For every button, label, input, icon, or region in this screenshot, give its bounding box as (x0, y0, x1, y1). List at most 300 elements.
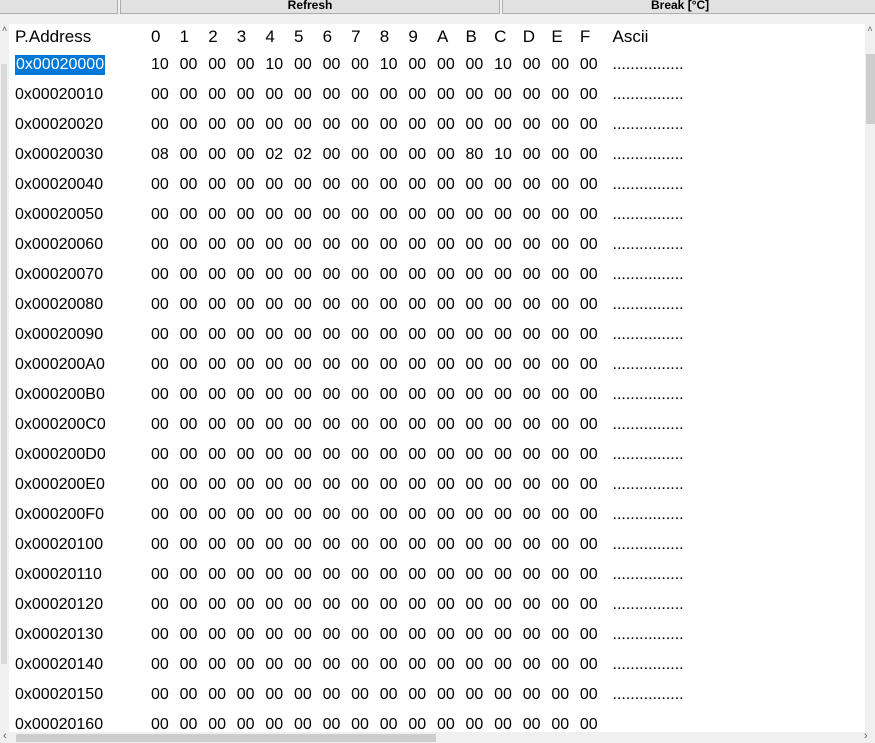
address-cell[interactable] (9, 260, 147, 290)
byte-cell[interactable]: 00 (265, 506, 284, 523)
chevron-right-icon[interactable]: › (864, 730, 868, 742)
byte-cell[interactable]: 00 (408, 296, 427, 313)
ascii-cell[interactable]: ................ (612, 626, 684, 643)
byte-cell[interactable]: 00 (465, 296, 484, 313)
byte-cell[interactable]: 00 (494, 656, 512, 673)
byte-cell[interactable]: 00 (293, 716, 312, 732)
byte-cell[interactable]: 00 (408, 206, 427, 223)
table-row[interactable] (9, 170, 733, 200)
table-row[interactable] (9, 500, 733, 530)
byte-cell[interactable]: 00 (465, 476, 484, 493)
byte-cell[interactable]: 00 (151, 356, 169, 373)
byte-cell[interactable]: 00 (494, 476, 512, 493)
vertical-scroll-thumb[interactable] (866, 54, 875, 124)
byte-cell[interactable]: 00 (236, 236, 255, 253)
byte-cell[interactable]: 00 (379, 116, 398, 133)
byte-cell[interactable]: 00 (379, 236, 398, 253)
byte-cell[interactable]: 00 (494, 566, 512, 583)
byte-cell[interactable]: 00 (179, 416, 198, 433)
ascii-cell[interactable]: ................ (612, 356, 684, 373)
byte-cell[interactable]: 00 (322, 596, 341, 613)
table-row[interactable] (9, 590, 733, 620)
byte-cell[interactable]: 00 (436, 116, 455, 133)
address-cell[interactable] (9, 650, 147, 680)
horizontal-scroll-thumb[interactable] (16, 734, 436, 742)
ascii-cell[interactable]: ................ (612, 686, 684, 703)
byte-cell[interactable]: 00 (208, 476, 226, 493)
address-cell[interactable] (9, 140, 147, 170)
byte-cell[interactable]: 00 (408, 386, 427, 403)
byte-cell[interactable]: 00 (465, 536, 484, 553)
byte-cell[interactable]: 00 (208, 56, 226, 73)
address-cell[interactable] (9, 590, 147, 620)
address-cell[interactable] (9, 380, 147, 410)
byte-cell[interactable]: 00 (408, 326, 427, 343)
byte-cell[interactable]: 00 (236, 86, 255, 103)
byte-cell[interactable]: 00 (579, 356, 598, 373)
byte-cell[interactable]: 00 (236, 716, 255, 732)
byte-cell[interactable]: 00 (351, 716, 369, 732)
byte-cell[interactable]: 00 (293, 266, 312, 283)
byte-cell[interactable]: 00 (408, 656, 427, 673)
byte-cell[interactable]: 00 (322, 86, 341, 103)
byte-cell[interactable]: 00 (436, 566, 455, 583)
toolbar-left-button[interactable] (0, 0, 118, 14)
byte-cell[interactable]: 00 (436, 146, 455, 163)
byte-cell[interactable]: 00 (322, 566, 341, 583)
byte-cell[interactable]: 00 (236, 386, 255, 403)
byte-cell[interactable]: 00 (265, 296, 284, 313)
byte-cell[interactable]: 00 (208, 566, 226, 583)
byte-cell[interactable]: 00 (179, 686, 198, 703)
table-row[interactable] (9, 290, 733, 320)
byte-cell[interactable]: 00 (436, 626, 455, 643)
byte-cell[interactable]: 00 (494, 86, 512, 103)
byte-cell[interactable]: 00 (465, 206, 484, 223)
byte-cell[interactable]: 08 (151, 146, 169, 163)
address-cell[interactable] (9, 410, 147, 440)
byte-cell[interactable]: 00 (379, 716, 398, 732)
byte-cell[interactable]: 00 (293, 236, 312, 253)
byte-cell[interactable]: 00 (436, 716, 455, 732)
byte-cell[interactable]: 00 (208, 686, 226, 703)
byte-cell[interactable]: 00 (236, 206, 255, 223)
byte-cell[interactable]: 00 (265, 86, 284, 103)
byte-cell[interactable]: 00 (265, 476, 284, 493)
chevron-up-icon[interactable]: ˄ (867, 24, 873, 34)
byte-cell[interactable]: 00 (465, 686, 484, 703)
byte-cell[interactable]: 00 (208, 656, 226, 673)
byte-cell[interactable]: 00 (551, 656, 570, 673)
byte-cell[interactable]: 00 (436, 86, 455, 103)
byte-cell[interactable]: 00 (351, 176, 369, 193)
byte-cell[interactable]: 00 (579, 716, 598, 732)
byte-cell[interactable]: 00 (265, 716, 284, 732)
byte-cell[interactable]: 00 (522, 356, 541, 373)
byte-cell[interactable]: 00 (379, 536, 398, 553)
byte-cell[interactable]: 00 (293, 596, 312, 613)
byte-cell[interactable]: 00 (208, 296, 226, 313)
byte-cell[interactable]: 00 (265, 656, 284, 673)
table-row[interactable] (9, 200, 733, 230)
byte-cell[interactable]: 00 (208, 326, 226, 343)
byte-cell[interactable]: 00 (436, 416, 455, 433)
byte-cell[interactable]: 00 (522, 716, 541, 732)
byte-cell[interactable]: 00 (522, 206, 541, 223)
table-row[interactable] (9, 530, 733, 560)
byte-cell[interactable]: 00 (379, 266, 398, 283)
byte-cell[interactable]: 10 (265, 56, 284, 73)
byte-cell[interactable]: 00 (579, 626, 598, 643)
ascii-cell[interactable]: ................ (612, 296, 684, 313)
table-row[interactable] (9, 50, 733, 80)
byte-cell[interactable]: 00 (322, 296, 341, 313)
byte-cell[interactable]: 00 (522, 86, 541, 103)
byte-cell[interactable]: 00 (408, 536, 427, 553)
byte-cell[interactable]: 00 (551, 116, 570, 133)
byte-cell[interactable]: 00 (179, 326, 198, 343)
byte-cell[interactable]: 80 (465, 146, 484, 163)
ascii-cell[interactable]: ................ (612, 596, 684, 613)
byte-cell[interactable]: 00 (465, 176, 484, 193)
byte-cell[interactable]: 00 (351, 626, 369, 643)
byte-cell[interactable]: 00 (265, 176, 284, 193)
byte-cell[interactable]: 00 (293, 116, 312, 133)
byte-cell[interactable]: 00 (522, 536, 541, 553)
byte-cell[interactable]: 00 (579, 506, 598, 523)
ascii-cell[interactable]: ................ (612, 116, 684, 133)
byte-cell[interactable]: 00 (522, 146, 541, 163)
byte-cell[interactable]: 00 (579, 86, 598, 103)
byte-cell[interactable]: 00 (551, 56, 570, 73)
byte-cell[interactable]: 00 (265, 416, 284, 433)
byte-cell[interactable]: 00 (179, 656, 198, 673)
byte-cell[interactable]: 00 (179, 386, 198, 403)
table-row[interactable] (9, 560, 733, 590)
byte-cell[interactable]: 00 (351, 566, 369, 583)
byte-cell[interactable]: 00 (322, 386, 341, 403)
byte-cell[interactable]: 00 (179, 446, 198, 463)
table-row[interactable] (9, 320, 733, 350)
byte-cell[interactable]: 00 (379, 176, 398, 193)
byte-cell[interactable]: 00 (551, 686, 570, 703)
byte-cell[interactable]: 02 (265, 146, 284, 163)
byte-cell[interactable]: 00 (379, 686, 398, 703)
byte-cell[interactable]: 00 (551, 326, 570, 343)
byte-cell[interactable]: 00 (293, 416, 312, 433)
byte-cell[interactable]: 00 (208, 116, 226, 133)
byte-cell[interactable]: 00 (379, 416, 398, 433)
byte-cell[interactable]: 00 (551, 296, 570, 313)
byte-cell[interactable]: 00 (293, 326, 312, 343)
byte-cell[interactable]: 00 (408, 716, 427, 732)
byte-cell[interactable]: 00 (494, 506, 512, 523)
byte-cell[interactable]: 00 (465, 596, 484, 613)
byte-cell[interactable]: 00 (494, 596, 512, 613)
byte-cell[interactable]: 00 (522, 596, 541, 613)
byte-cell[interactable]: 00 (436, 176, 455, 193)
byte-cell[interactable]: 00 (322, 476, 341, 493)
byte-cell[interactable]: 00 (551, 176, 570, 193)
byte-cell[interactable]: 00 (379, 86, 398, 103)
byte-cell[interactable]: 00 (522, 476, 541, 493)
byte-cell[interactable]: 00 (379, 296, 398, 313)
byte-cell[interactable]: 00 (465, 56, 484, 73)
byte-cell[interactable]: 00 (236, 536, 255, 553)
table-row[interactable] (9, 470, 733, 500)
byte-cell[interactable]: 00 (151, 656, 169, 673)
byte-cell[interactable]: 00 (208, 176, 226, 193)
byte-cell[interactable]: 00 (379, 506, 398, 523)
byte-cell[interactable]: 00 (551, 206, 570, 223)
ascii-cell[interactable]: ................ (612, 236, 684, 253)
byte-cell[interactable]: 00 (522, 626, 541, 643)
byte-cell[interactable]: 00 (179, 596, 198, 613)
byte-cell[interactable]: 00 (351, 116, 369, 133)
byte-cell[interactable]: 00 (322, 716, 341, 732)
byte-cell[interactable]: 00 (322, 656, 341, 673)
byte-cell[interactable]: 00 (522, 236, 541, 253)
byte-cell[interactable]: 00 (322, 146, 341, 163)
byte-cell[interactable]: 00 (408, 446, 427, 463)
byte-cell[interactable]: 00 (351, 656, 369, 673)
byte-cell[interactable]: 00 (179, 716, 198, 732)
address-cell[interactable] (9, 50, 147, 80)
byte-cell[interactable]: 00 (179, 206, 198, 223)
byte-cell[interactable]: 00 (465, 356, 484, 373)
byte-cell[interactable]: 00 (293, 356, 312, 373)
address-cell[interactable] (9, 200, 147, 230)
byte-cell[interactable]: 00 (579, 56, 598, 73)
byte-cell[interactable]: 00 (579, 596, 598, 613)
byte-cell[interactable]: 00 (236, 686, 255, 703)
address-cell[interactable] (9, 170, 147, 200)
byte-cell[interactable]: 00 (208, 356, 226, 373)
byte-cell[interactable]: 00 (551, 626, 570, 643)
byte-cell[interactable]: 00 (465, 656, 484, 673)
byte-cell[interactable]: 00 (265, 206, 284, 223)
ascii-cell[interactable]: ................ (612, 506, 684, 523)
byte-cell[interactable]: 00 (408, 686, 427, 703)
byte-cell[interactable]: 00 (151, 296, 169, 313)
byte-cell[interactable]: 00 (522, 326, 541, 343)
byte-cell[interactable]: 00 (408, 476, 427, 493)
byte-cell[interactable]: 00 (236, 296, 255, 313)
byte-cell[interactable]: 00 (179, 476, 198, 493)
byte-cell[interactable]: 00 (551, 416, 570, 433)
table-row[interactable] (9, 230, 733, 260)
table-row[interactable] (9, 650, 733, 680)
byte-cell[interactable]: 00 (236, 116, 255, 133)
byte-cell[interactable]: 00 (408, 146, 427, 163)
byte-cell[interactable]: 00 (208, 596, 226, 613)
byte-cell[interactable]: 00 (436, 56, 455, 73)
byte-cell[interactable]: 00 (351, 86, 369, 103)
byte-cell[interactable]: 00 (408, 596, 427, 613)
byte-cell[interactable]: 00 (151, 536, 169, 553)
byte-cell[interactable]: 00 (293, 656, 312, 673)
table-row[interactable] (9, 350, 733, 380)
byte-cell[interactable]: 10 (494, 146, 512, 163)
byte-cell[interactable]: 00 (236, 266, 255, 283)
byte-cell[interactable]: 00 (408, 356, 427, 373)
byte-cell[interactable]: 00 (465, 86, 484, 103)
byte-cell[interactable]: 00 (579, 656, 598, 673)
byte-cell[interactable]: 00 (151, 566, 169, 583)
byte-cell[interactable]: 00 (322, 176, 341, 193)
byte-cell[interactable]: 00 (236, 416, 255, 433)
byte-cell[interactable]: 00 (179, 266, 198, 283)
byte-cell[interactable]: 00 (522, 176, 541, 193)
byte-cell[interactable]: 00 (322, 506, 341, 523)
byte-cell[interactable]: 00 (522, 446, 541, 463)
byte-cell[interactable]: 00 (293, 56, 312, 73)
byte-cell[interactable]: 00 (151, 506, 169, 523)
byte-cell[interactable]: 00 (236, 596, 255, 613)
byte-cell[interactable]: 00 (494, 446, 512, 463)
byte-cell[interactable]: 00 (494, 626, 512, 643)
byte-cell[interactable]: 00 (379, 326, 398, 343)
byte-cell[interactable]: 00 (579, 386, 598, 403)
byte-cell[interactable]: 00 (408, 86, 427, 103)
byte-cell[interactable]: 00 (551, 506, 570, 523)
byte-cell[interactable]: 00 (408, 416, 427, 433)
byte-cell[interactable]: 00 (151, 476, 169, 493)
byte-cell[interactable]: 02 (293, 146, 312, 163)
byte-cell[interactable]: 00 (351, 536, 369, 553)
address-cell[interactable] (9, 230, 147, 260)
byte-cell[interactable]: 00 (351, 296, 369, 313)
byte-cell[interactable]: 00 (322, 326, 341, 343)
byte-cell[interactable]: 00 (322, 416, 341, 433)
byte-cell[interactable]: 00 (322, 686, 341, 703)
byte-cell[interactable]: 00 (465, 626, 484, 643)
byte-cell[interactable]: 00 (579, 326, 598, 343)
byte-cell[interactable]: 00 (551, 566, 570, 583)
byte-cell[interactable]: 00 (579, 266, 598, 283)
byte-cell[interactable]: 00 (293, 296, 312, 313)
byte-cell[interactable]: 00 (208, 716, 226, 732)
byte-cell[interactable]: 00 (579, 536, 598, 553)
byte-cell[interactable]: 00 (494, 356, 512, 373)
byte-cell[interactable]: 00 (579, 206, 598, 223)
byte-cell[interactable]: 00 (208, 266, 226, 283)
byte-cell[interactable]: 00 (494, 326, 512, 343)
byte-cell[interactable]: 00 (465, 506, 484, 523)
byte-cell[interactable]: 00 (465, 716, 484, 732)
ascii-cell[interactable]: ................ (612, 416, 684, 433)
byte-cell[interactable]: 00 (351, 416, 369, 433)
byte-cell[interactable]: 00 (551, 146, 570, 163)
byte-cell[interactable]: 00 (265, 596, 284, 613)
byte-cell[interactable]: 00 (151, 386, 169, 403)
byte-cell[interactable]: 00 (179, 86, 198, 103)
byte-cell[interactable]: 00 (265, 326, 284, 343)
byte-cell[interactable]: 00 (322, 626, 341, 643)
byte-cell[interactable]: 00 (151, 686, 169, 703)
byte-cell[interactable]: 00 (465, 116, 484, 133)
byte-cell[interactable]: 00 (579, 236, 598, 253)
address-cell[interactable] (9, 110, 147, 140)
byte-cell[interactable]: 00 (522, 386, 541, 403)
byte-cell[interactable]: 00 (265, 236, 284, 253)
break-button[interactable] (502, 0, 875, 14)
byte-cell[interactable]: 00 (379, 566, 398, 583)
byte-cell[interactable]: 00 (579, 176, 598, 193)
byte-cell[interactable]: 00 (522, 656, 541, 673)
table-row[interactable] (9, 140, 733, 170)
byte-cell[interactable]: 00 (151, 326, 169, 343)
byte-cell[interactable]: 00 (236, 506, 255, 523)
byte-cell[interactable]: 00 (208, 446, 226, 463)
byte-cell[interactable]: 00 (379, 206, 398, 223)
byte-cell[interactable]: 00 (379, 386, 398, 403)
address-cell[interactable] (9, 350, 147, 380)
byte-cell[interactable]: 00 (522, 56, 541, 73)
byte-cell[interactable]: 00 (494, 116, 512, 133)
byte-cell[interactable]: 00 (236, 146, 255, 163)
byte-cell[interactable]: 00 (293, 206, 312, 223)
byte-cell[interactable]: 00 (494, 416, 512, 433)
ascii-cell[interactable]: ................ (612, 56, 684, 73)
byte-cell[interactable]: 00 (151, 266, 169, 283)
refresh-button[interactable] (120, 0, 500, 14)
table-row[interactable] (9, 110, 733, 140)
byte-cell[interactable]: 00 (522, 506, 541, 523)
byte-cell[interactable]: 00 (293, 686, 312, 703)
byte-cell[interactable]: 00 (436, 446, 455, 463)
byte-cell[interactable]: 00 (465, 566, 484, 583)
table-row[interactable] (9, 710, 733, 732)
byte-cell[interactable]: 00 (322, 206, 341, 223)
byte-cell[interactable]: 00 (351, 206, 369, 223)
byte-cell[interactable]: 00 (179, 626, 198, 643)
byte-cell[interactable]: 00 (208, 236, 226, 253)
byte-cell[interactable]: 10 (494, 56, 512, 73)
byte-cell[interactable]: 00 (522, 266, 541, 283)
byte-cell[interactable]: 00 (551, 476, 570, 493)
byte-cell[interactable]: 00 (179, 116, 198, 133)
byte-cell[interactable]: 00 (208, 416, 226, 433)
byte-cell[interactable]: 00 (551, 86, 570, 103)
byte-cell[interactable]: 00 (351, 476, 369, 493)
byte-cell[interactable]: 00 (322, 56, 341, 73)
byte-cell[interactable]: 00 (236, 566, 255, 583)
byte-cell[interactable]: 00 (551, 446, 570, 463)
address-cell[interactable] (9, 470, 147, 500)
ascii-cell[interactable]: ................ (612, 326, 684, 343)
address-cell[interactable] (9, 710, 147, 732)
byte-cell[interactable]: 00 (351, 236, 369, 253)
byte-cell[interactable]: 00 (208, 536, 226, 553)
ascii-cell[interactable]: ................ (612, 146, 684, 163)
address-cell[interactable] (9, 530, 147, 560)
byte-cell[interactable]: 00 (151, 716, 169, 732)
byte-cell[interactable]: 00 (208, 626, 226, 643)
address-cell[interactable] (9, 620, 147, 650)
address-cell[interactable] (9, 440, 147, 470)
byte-cell[interactable]: 00 (179, 296, 198, 313)
ascii-cell[interactable]: ................ (612, 656, 684, 673)
byte-cell[interactable]: 00 (436, 386, 455, 403)
byte-cell[interactable]: 00 (179, 506, 198, 523)
byte-cell[interactable]: 00 (236, 476, 255, 493)
byte-cell[interactable]: 00 (208, 506, 226, 523)
byte-cell[interactable]: 00 (436, 686, 455, 703)
byte-cell[interactable]: 00 (179, 356, 198, 373)
byte-cell[interactable]: 00 (522, 686, 541, 703)
byte-cell[interactable]: 00 (322, 446, 341, 463)
